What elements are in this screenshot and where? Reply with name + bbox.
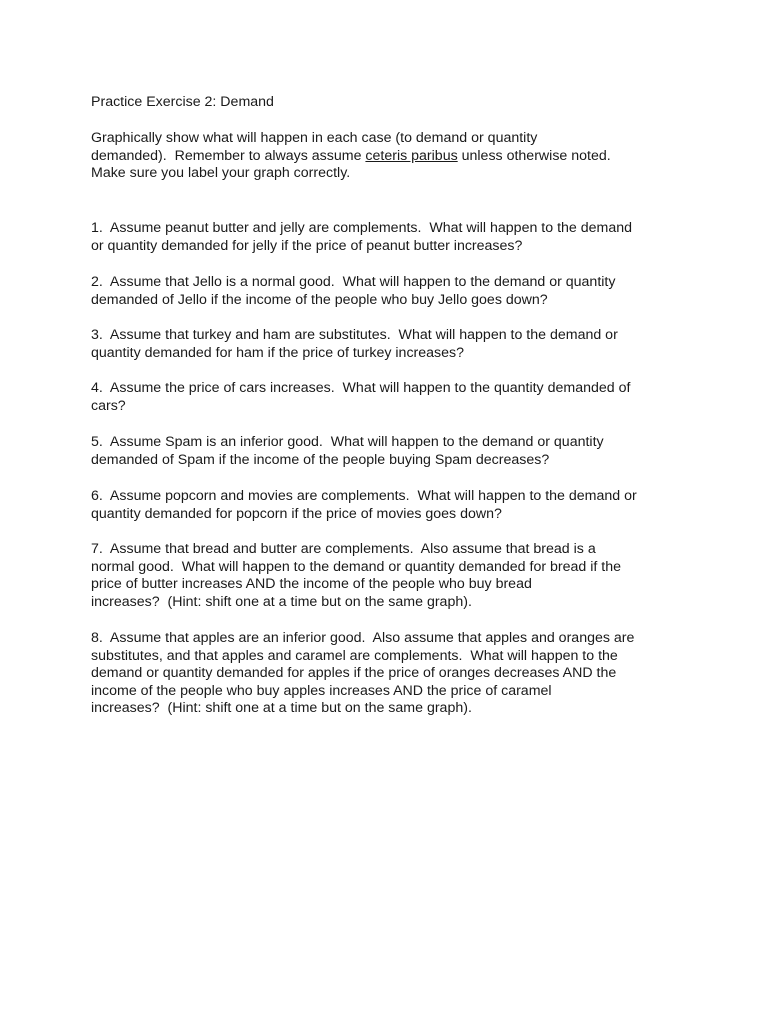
question-line: income of the people who buy apples increases AND the price of caramel	[91, 682, 552, 699]
ceteris-paribus-term: ceteris paribus	[365, 147, 458, 164]
question-line: 8. Assume that apples are an inferior good. Also assume that apples and oranges are	[91, 630, 635, 646]
intro-line: Graphically show what will happen in each case (to demand or quantity	[91, 130, 538, 146]
question-line: normal good. What will happen to the demand or quantity demanded for bread if the	[91, 558, 621, 575]
question-2	[91, 274, 615, 309]
question-3	[91, 327, 618, 362]
intro-paragraph	[91, 130, 611, 183]
question-7	[91, 541, 621, 611]
intro-line: Make sure you label your graph correctly.	[91, 165, 351, 182]
question-5	[91, 434, 604, 469]
question-1	[91, 220, 632, 255]
question-line: 4. Assume the price of cars increases. What will happen to the quantity demanded of	[91, 380, 631, 396]
question-8	[91, 630, 634, 718]
question-line: increases? (Hint: shift one at a time but on the same graph).	[91, 593, 472, 610]
question-line: 6. Assume popcorn and movies are complements. What will happen to the demand or	[91, 488, 637, 504]
page-title	[91, 94, 274, 112]
question-line: 3. Assume that turkey and ham are substitutes. What will happen to the demand or	[91, 327, 618, 343]
question-line: cars?	[91, 397, 126, 414]
question-line: demanded of Jello if the income of the people who buy Jello goes down?	[91, 291, 548, 308]
question-line: increases? (Hint: shift one at a time but on the same graph).	[91, 700, 472, 717]
question-line: 7. Assume that bread and butter are complements. Also assume that bread is a	[91, 541, 596, 557]
question-line: or quantity demanded for jelly if the price of peanut butter increases?	[91, 237, 523, 254]
question-line: quantity demanded for popcorn if the price of movies goes down?	[91, 505, 502, 522]
question-line: 5. Assume Spam is an inferior good. What will happen to the demand or quantity	[91, 434, 604, 450]
question-line: substitutes, and that apples and caramel are complements. What will happen to the	[91, 647, 618, 664]
question-line: quantity demanded for ham if the price of turkey increases?	[91, 344, 465, 361]
intro-text: demanded). Remember to always assume	[91, 147, 366, 164]
intro-text: unless otherwise noted.	[457, 147, 611, 164]
question-line: demanded of Spam if the income of the people buying Spam decreases?	[91, 451, 550, 468]
question-line: demand or quantity demanded for apples if the price of oranges decreases AND the	[91, 665, 617, 682]
title-text: Practice Exercise 2: Demand	[91, 94, 274, 110]
question-4	[91, 380, 630, 415]
question-line: 2. Assume that Jello is a normal good. What will happen to the demand or quantity	[91, 274, 616, 290]
question-line: price of butter increases AND the income of the people who buy bread	[91, 576, 532, 593]
question-6	[91, 488, 637, 523]
question-line: 1. Assume peanut butter and jelly are complements. What will happen to the demand	[91, 220, 633, 236]
intro-line	[91, 148, 611, 166]
